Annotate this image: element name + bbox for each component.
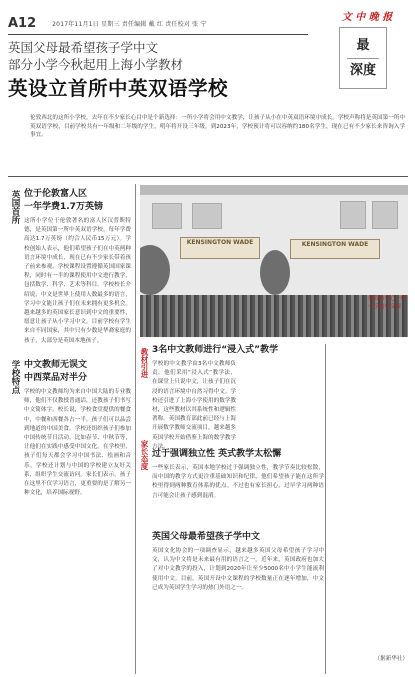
right-column-body — [328, 344, 408, 594]
section3-title: 3名中文教师进行“浸入式”教学 — [152, 345, 279, 355]
main-headline: 英设立首所中英双语学校 — [8, 77, 229, 100]
signature: （据新华社） — [374, 656, 408, 662]
lead-paragraph: 伦敦西北的这所小学校，去年在不少家长心目中是个新选择：一所小学将会用中文教学，让孩子从小在中英双语环境中成长。学校声称将是英国第一所中英双语学校，目前学校共有一年级和二年级的学生，明年将开设三年级。到2023年，学校预计将可以容纳约180名学生，现在已有不少家长来咨询入学事宜。 — [30, 115, 405, 139]
section-label-2: 深度 — [349, 62, 376, 78]
section-divider — [347, 58, 379, 59]
photo-window — [192, 203, 222, 229]
column-divider-right — [325, 344, 326, 674]
photo-window — [152, 203, 182, 229]
photo-building — [140, 195, 408, 295]
section1-title-1: 位于伦敦富人区 — [24, 189, 88, 199]
section4-caption: 家长态度 — [140, 440, 149, 470]
section5-title: 英国父母最希望孩子学中文 — [152, 532, 261, 542]
section-label-1: 最 — [356, 37, 370, 53]
section2-title-2: 中西菜品对半分 — [24, 373, 88, 383]
dateline: 2017年11月1日 星期三 责任编辑 戴 红 责任校对 张 宁 — [52, 20, 207, 28]
photo-tree — [260, 250, 290, 295]
section3-body-cont — [240, 360, 324, 458]
photo-window — [340, 201, 366, 229]
column-divider — [135, 184, 136, 674]
photo-caption: 伦敦市中心一所小学的中文课 — [368, 296, 407, 310]
section4-title: 过于强调独立性 英式教学太松懈 — [152, 449, 282, 459]
school-sign-2: KENSINGTON WADE — [290, 239, 380, 259]
photo-tree — [140, 245, 170, 295]
page-header — [8, 14, 313, 32]
section5-body: 英国文化协会的一项调查显示，越来越多英国父母希望孩子学习中文，认为中文将是未来最有用的语言之一。近年来，英国政府也加大了对中文教学的投入，计划到2020年让至少5000名中小学生能流利使用中文。目前，英国开设中文课程的学校数量正在逐年增加，中文已成为英国学生学习的热门外语之一。 — [152, 548, 324, 591]
kicker-line-1: 英国父母最希望孩子学中文 — [8, 40, 159, 55]
page-number: A12 — [8, 15, 37, 31]
brand-logo: 文 中 晚 报 — [341, 12, 393, 23]
lead-rule — [8, 176, 408, 177]
section4-body: 一些家长表示，英国本地学校过于强调独立性，教学节奏比较松散，而中国的教学方式更注重基础知识和纪律。他们希望孩子能在这所学校里得到两种教育体系的优点。不过也有家长担心，过早学习两种语言可能会让孩子感到混淆。 — [152, 465, 324, 499]
school-photo — [140, 185, 408, 337]
section3-body: 学校的中文教学由3名中文教师负责，他们采用“浸入式”教学法，在课堂上只说中文，让孩子们在沉浸的语言环境中自然习得中文。学校还引进了上海小学使用的数学教材，这些教材以其系统性和逻辑性著称。英国教育部此前已经与上海开展数学教师交流项目，越来越多英国学校开始借鉴上海的数学教学方法。 — [152, 361, 236, 450]
photo-window — [372, 201, 398, 229]
section2-caption: 学校特点 — [10, 360, 20, 394]
section1-title-2: 一年学费1.7万英镑 — [24, 202, 103, 212]
header-rule — [8, 34, 308, 35]
school-sign: KENSINGTON WADE — [180, 237, 260, 259]
section3-caption: 教材引进 — [140, 348, 149, 378]
section1-caption: 英国首所 — [10, 190, 20, 224]
section2-body: 学校的中文教师均为来自中国大陆的专业教师，他们不仅教授普通话，还教孩子们书写中文简体字。校长说，学校食堂提供的餐食中，中餐和西餐各占一半，孩子们可以品尝到地道的中国美食。学校还组织孩子们参加中国传统节日活动，比如春节、中秋节等，让他们在实践中感受中国文化。在学校里，孩子们每天都会学习中国书法、绘画和音乐。学校还计划与中国的学校建立友好关系，组织学生交流访问。家长们表示，孩子在这里不仅学习语言，更重要的是了解另一种文化，培养国际视野。 — [24, 389, 131, 497]
section1-body: 这所小学位于伦敦著名的富人区汉普斯特德，是英国第一所中英双语学校。每年学费高达1.7万英镑（约合人民币15万元）。学校创始人表示，他们希望孩子们在中英两种语言环境中成长，现在已有不少家长带着孩子前来参观。学校课程设置遵循英国国家课程，同时有一半的课程使用中文进行教学，包括数学、科学、艺术等科目。学校校长介绍说，中文是世界上使用人数最多的语言，学习中文能让孩子们在未来拥有更多机会。越来越多的英国家长意识到中文的重要性，愿意让孩子从小学习中文。目前学校有学生来自不同国家，其中只有少数是华裔家庭的孩子，大部分是英国本地孩子。 — [24, 218, 131, 344]
kicker-line-2: 部分小学今秋起用上海小学教材 — [8, 57, 184, 72]
section2-title-1: 中文教师无误文 — [24, 360, 88, 370]
